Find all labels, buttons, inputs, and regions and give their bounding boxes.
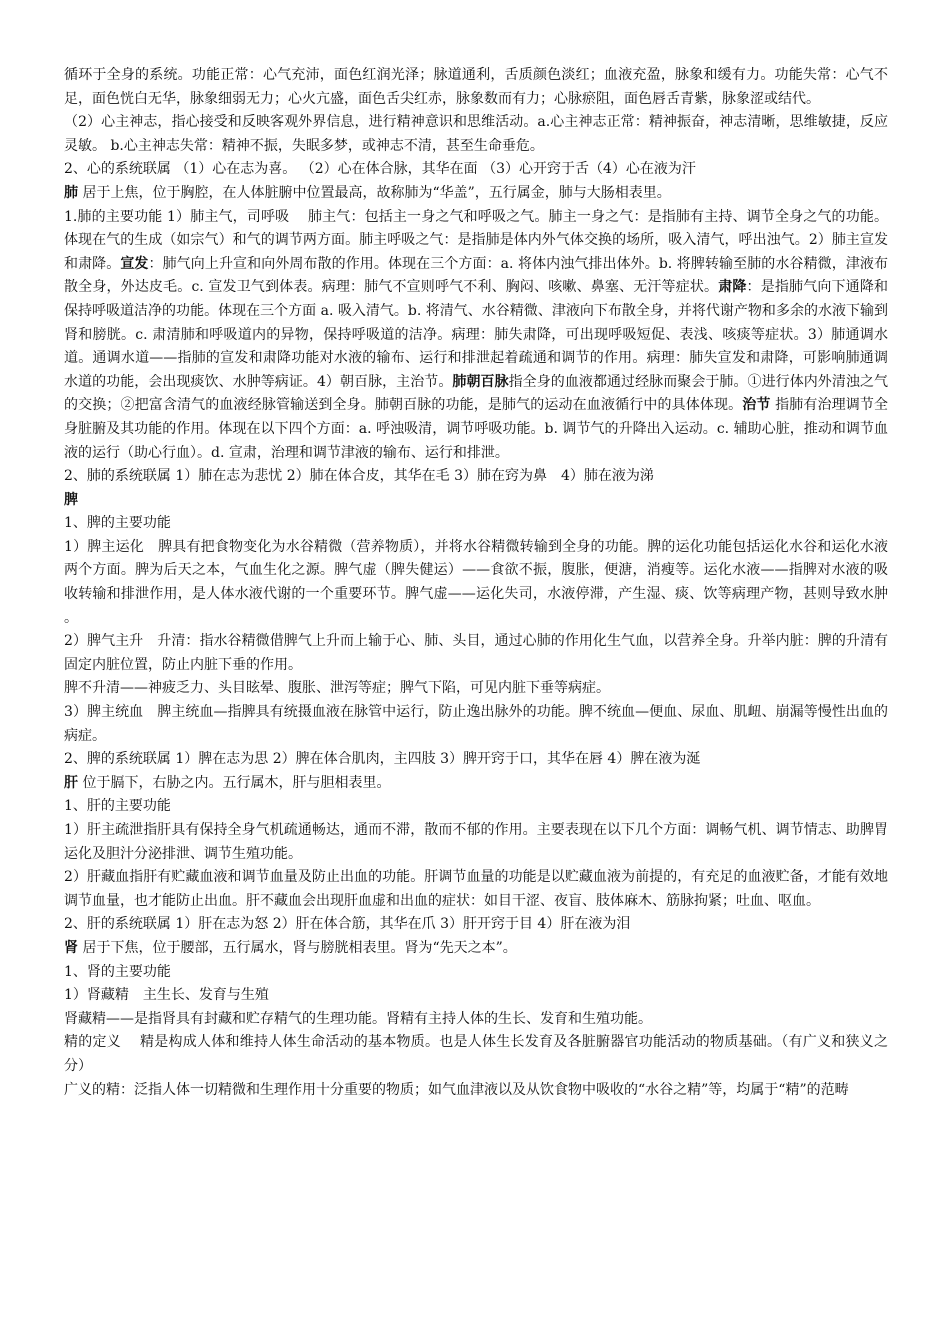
paragraph xyxy=(64,1008,888,1032)
paragraph xyxy=(64,701,888,748)
paragraph xyxy=(64,630,888,677)
paragraph-text: 1、肝的主要功能 xyxy=(64,798,171,815)
bold-term: 肺朝百脉 xyxy=(452,373,509,390)
paragraph xyxy=(64,206,888,466)
paragraph xyxy=(64,748,888,772)
paragraph-text: 2、心的系统联属 （1）心在志为喜。 （2）心在体合脉，其华在面 （3）心开窍于舌（4）心在液为汗 xyxy=(64,161,696,178)
bold-term: 肺 xyxy=(64,184,78,201)
bold-term: 肾 xyxy=(64,939,78,956)
paragraph xyxy=(64,913,888,937)
paragraph-text: 脾不升清——神疲乏力、头目眩晕、腹胀、泄泻等症；脾气下陷，可见内脏下垂等病症。 xyxy=(64,680,610,697)
paragraph-text: 居于上焦，位于胸腔，在人体脏腑中位置最高，故称肺为“华盖”，五行属金，肺与大肠相表里。 xyxy=(78,184,671,201)
paragraph-text: 肾藏精——是指肾具有封藏和贮存精气的生理功能。肾精有主持人体的生长、发育和生殖功能。 xyxy=(64,1010,652,1027)
paragraph xyxy=(64,772,888,796)
paragraph-text: 2、肝的系统联属 1）肝在志为怒 2）肝在体合筋，其华在爪 3）肝开窍于目 4）肝在液为泪 xyxy=(64,916,631,933)
paragraph-text: 1、脾的主要功能 xyxy=(64,515,171,532)
paragraph xyxy=(64,182,888,206)
paragraph-text: ：肺气向上升宣和向外周布散的作用。体现在三个方面：a. 将体内浊气排出体外。b. 将脾转输至肺的水谷精微，津液布散全身，外达皮毛。c. 宣发卫气到体表。病理：肺气不宣则呼气不利、胸闷、咳嗽、鼻塞、无汗等症状。 xyxy=(64,255,888,296)
paragraph xyxy=(64,465,888,489)
paragraph xyxy=(64,984,888,1008)
paragraph-text: 广义的精：泛指人体一切精微和生理作用十分重要的物质；如气血津液以及从饮食物中吸收的“水谷之精”等，均属于“精”的范畴 xyxy=(64,1081,849,1098)
paragraph-text: 精的定义 精是构成人体和维持人体生命活动的基本物质。也是人体生长发育及各脏腑器官功能活动的物质基础。（有广义和狭义之分） xyxy=(64,1034,888,1074)
paragraph-text: 2）肝藏血指肝有贮藏血液和调节血量及防止出血的功能。肝调节血量的功能是以贮藏血液为前提的，有充足的血液贮备，才能有效地调节血量，也才能防止出血。肝不藏血会出现肝血虚和出血的症状：如目干涩、夜盲、肢体麻木、筋脉拘紧；吐血、呕血。 xyxy=(64,869,888,909)
paragraph xyxy=(64,111,888,158)
paragraph xyxy=(64,1031,888,1078)
paragraph-text: 居于下焦，位于腰部，五行属水，肾与膀胱相表里。肾为“先天之本”。 xyxy=(78,939,517,956)
paragraph-text: 1）肝主疏泄指肝具有保持全身气机疏通畅达，通而不滞，散而不郁的作用。主要表现在以下几个方面：调畅气机、调节情志、助脾胃运化及胆汁分泌排泄、调节生殖功能。 xyxy=(64,822,888,862)
paragraph xyxy=(64,64,888,111)
paragraph-text: 1）肾藏精 主生长、发育与生殖 xyxy=(64,987,269,1004)
paragraph-text: 2、肺的系统联属 1）肺在志为悲忧 2）肺在体合皮，其华在毛 3）肺在窍为鼻 4）肺在液为涕 xyxy=(64,468,654,485)
paragraph-text: 2、脾的系统联属 1）脾在志为思 2）脾在体合肌肉，主四肢 3）脾开窍于口，其华在唇 4）脾在液为涎 xyxy=(64,751,701,768)
paragraph-text: 2）脾气主升 升清：指水谷精微借脾气上升而上输于心、肺、头目，通过心肺的作用化生气血，以营养全身。升举内脏：脾的升清有固定内脏位置，防止内脏下垂的作用。 xyxy=(64,633,888,673)
paragraph xyxy=(64,819,888,866)
paragraph-text: 位于膈下，右胁之内。五行属木，肝与胆相表里。 xyxy=(78,774,391,791)
paragraph-text: 1.肺的主要功能 1）肺主气，司呼吸 肺主气：包括主一身之气和呼吸之气。肺主一身之气：是指肺有主持、调节全身之气的功能。体现在气的生成（如宗气）和气的调节两方面。肺主呼吸之气：是指肺是体内外气体交换的场所，吸入清气，呼出浊气。2）肺主宣发和肃降。 xyxy=(64,208,888,272)
paragraph xyxy=(64,489,888,513)
paragraph-text: 指全身的血液都通过经脉而聚会于肺。①进行体内外清浊之气的交换；②把富含清气的血液经脉管输送到全身。肺朝百脉的功能，是肺气的运动在血液循行中的具体体现。 xyxy=(64,373,889,414)
paragraph xyxy=(64,866,888,913)
paragraph xyxy=(64,937,888,961)
bold-term: 脾 xyxy=(64,491,78,508)
paragraph-text: ：是指肺气向下通降和保持呼吸道洁净的功能。体现在三个方面 a. 吸入清气。b. 将清气、水谷精微、津液向下布散全身，并将代谢产物和多余的水液下输到肾和膀胱。c. 肃清肺和呼吸道内的异物，保持呼吸道的洁净。病理：肺失肃降，可出现呼吸短促、表浅、咳痰等症状。3）肺通调水道。通调水道——指肺的宣发和肃降功能对水液的输布、运行和排泄起着疏通和调节的作用。病理：肺失宣发和肃降，可影响肺通调水道的功能，会出现痰饮、水肿等病证。4）朝百脉，主治节。 xyxy=(64,279,889,390)
bold-term: 肝 xyxy=(64,774,78,791)
paragraph xyxy=(64,512,888,536)
bold-term: 治节 xyxy=(742,397,771,414)
paragraph xyxy=(64,536,888,630)
paragraph-text: 3）脾主统血 脾主统血—指脾具有统摄血液在脉管中运行，防止逸出脉外的功能。脾不统血—便血、尿血、肌衄、崩漏等慢性出血的病症。 xyxy=(64,704,888,744)
paragraph-text: （2）心主神志，指心接受和反映客观外界信息，进行精神意识和思维活动。a.心主神志正常：精神振奋，神志清晰，思维敏捷，反应灵敏。 b.心主神志失常：精神不振，失眠多梦，或神志不清，甚至生命垂危。 xyxy=(64,114,888,154)
paragraph xyxy=(64,677,888,701)
document-body xyxy=(64,64,888,1102)
paragraph xyxy=(64,158,888,182)
paragraph-text: 1）脾主运化 脾具有把食物变化为水谷精微（营养物质），并将水谷精微转输到全身的功能。脾的运化功能包括运化水谷和运化水液两个方面。脾为后天之本，气血生化之源。脾气虚（脾失健运）——食欲不振，腹胀，便溏，消瘦等。运化水液——指脾对水液的吸收转输和排泄作用，是人体水液代谢的一个重要环节。脾气虚——运化失司，水液停滞，产生湿、痰、饮等病理产物，甚则导致水肿 。 xyxy=(64,538,888,626)
paragraph xyxy=(64,795,888,819)
paragraph xyxy=(64,961,888,985)
paragraph xyxy=(64,1079,888,1103)
bold-term: 宣发 xyxy=(120,255,149,272)
paragraph-text: 循环于全身的系统。功能正常：心气充沛，面色红润光泽；脉道通利，舌质颜色淡红；血液充盈，脉象和缓有力。功能失常：心气不足，面色恍白无华，脉象细弱无力；心火亢盛，面色舌尖红赤，脉象数而有力；心脉瘀阻，面色唇舌青紫，脉象涩或结代。 xyxy=(64,67,888,107)
paragraph-text: 1、肾的主要功能 xyxy=(64,963,171,980)
paragraph-text: 指肺有治理调节全身脏腑及其功能的作用。体现在以下四个方面：a. 呼浊吸清，调节呼吸功能。b. 调节气的升降出入运动。c. 辅助心脏，推动和调节血液的运行（助心行血）。d. 宣肃，治理和调节津液的输布、运行和排泄。 xyxy=(64,397,889,461)
bold-term: 肃降 xyxy=(718,279,747,296)
